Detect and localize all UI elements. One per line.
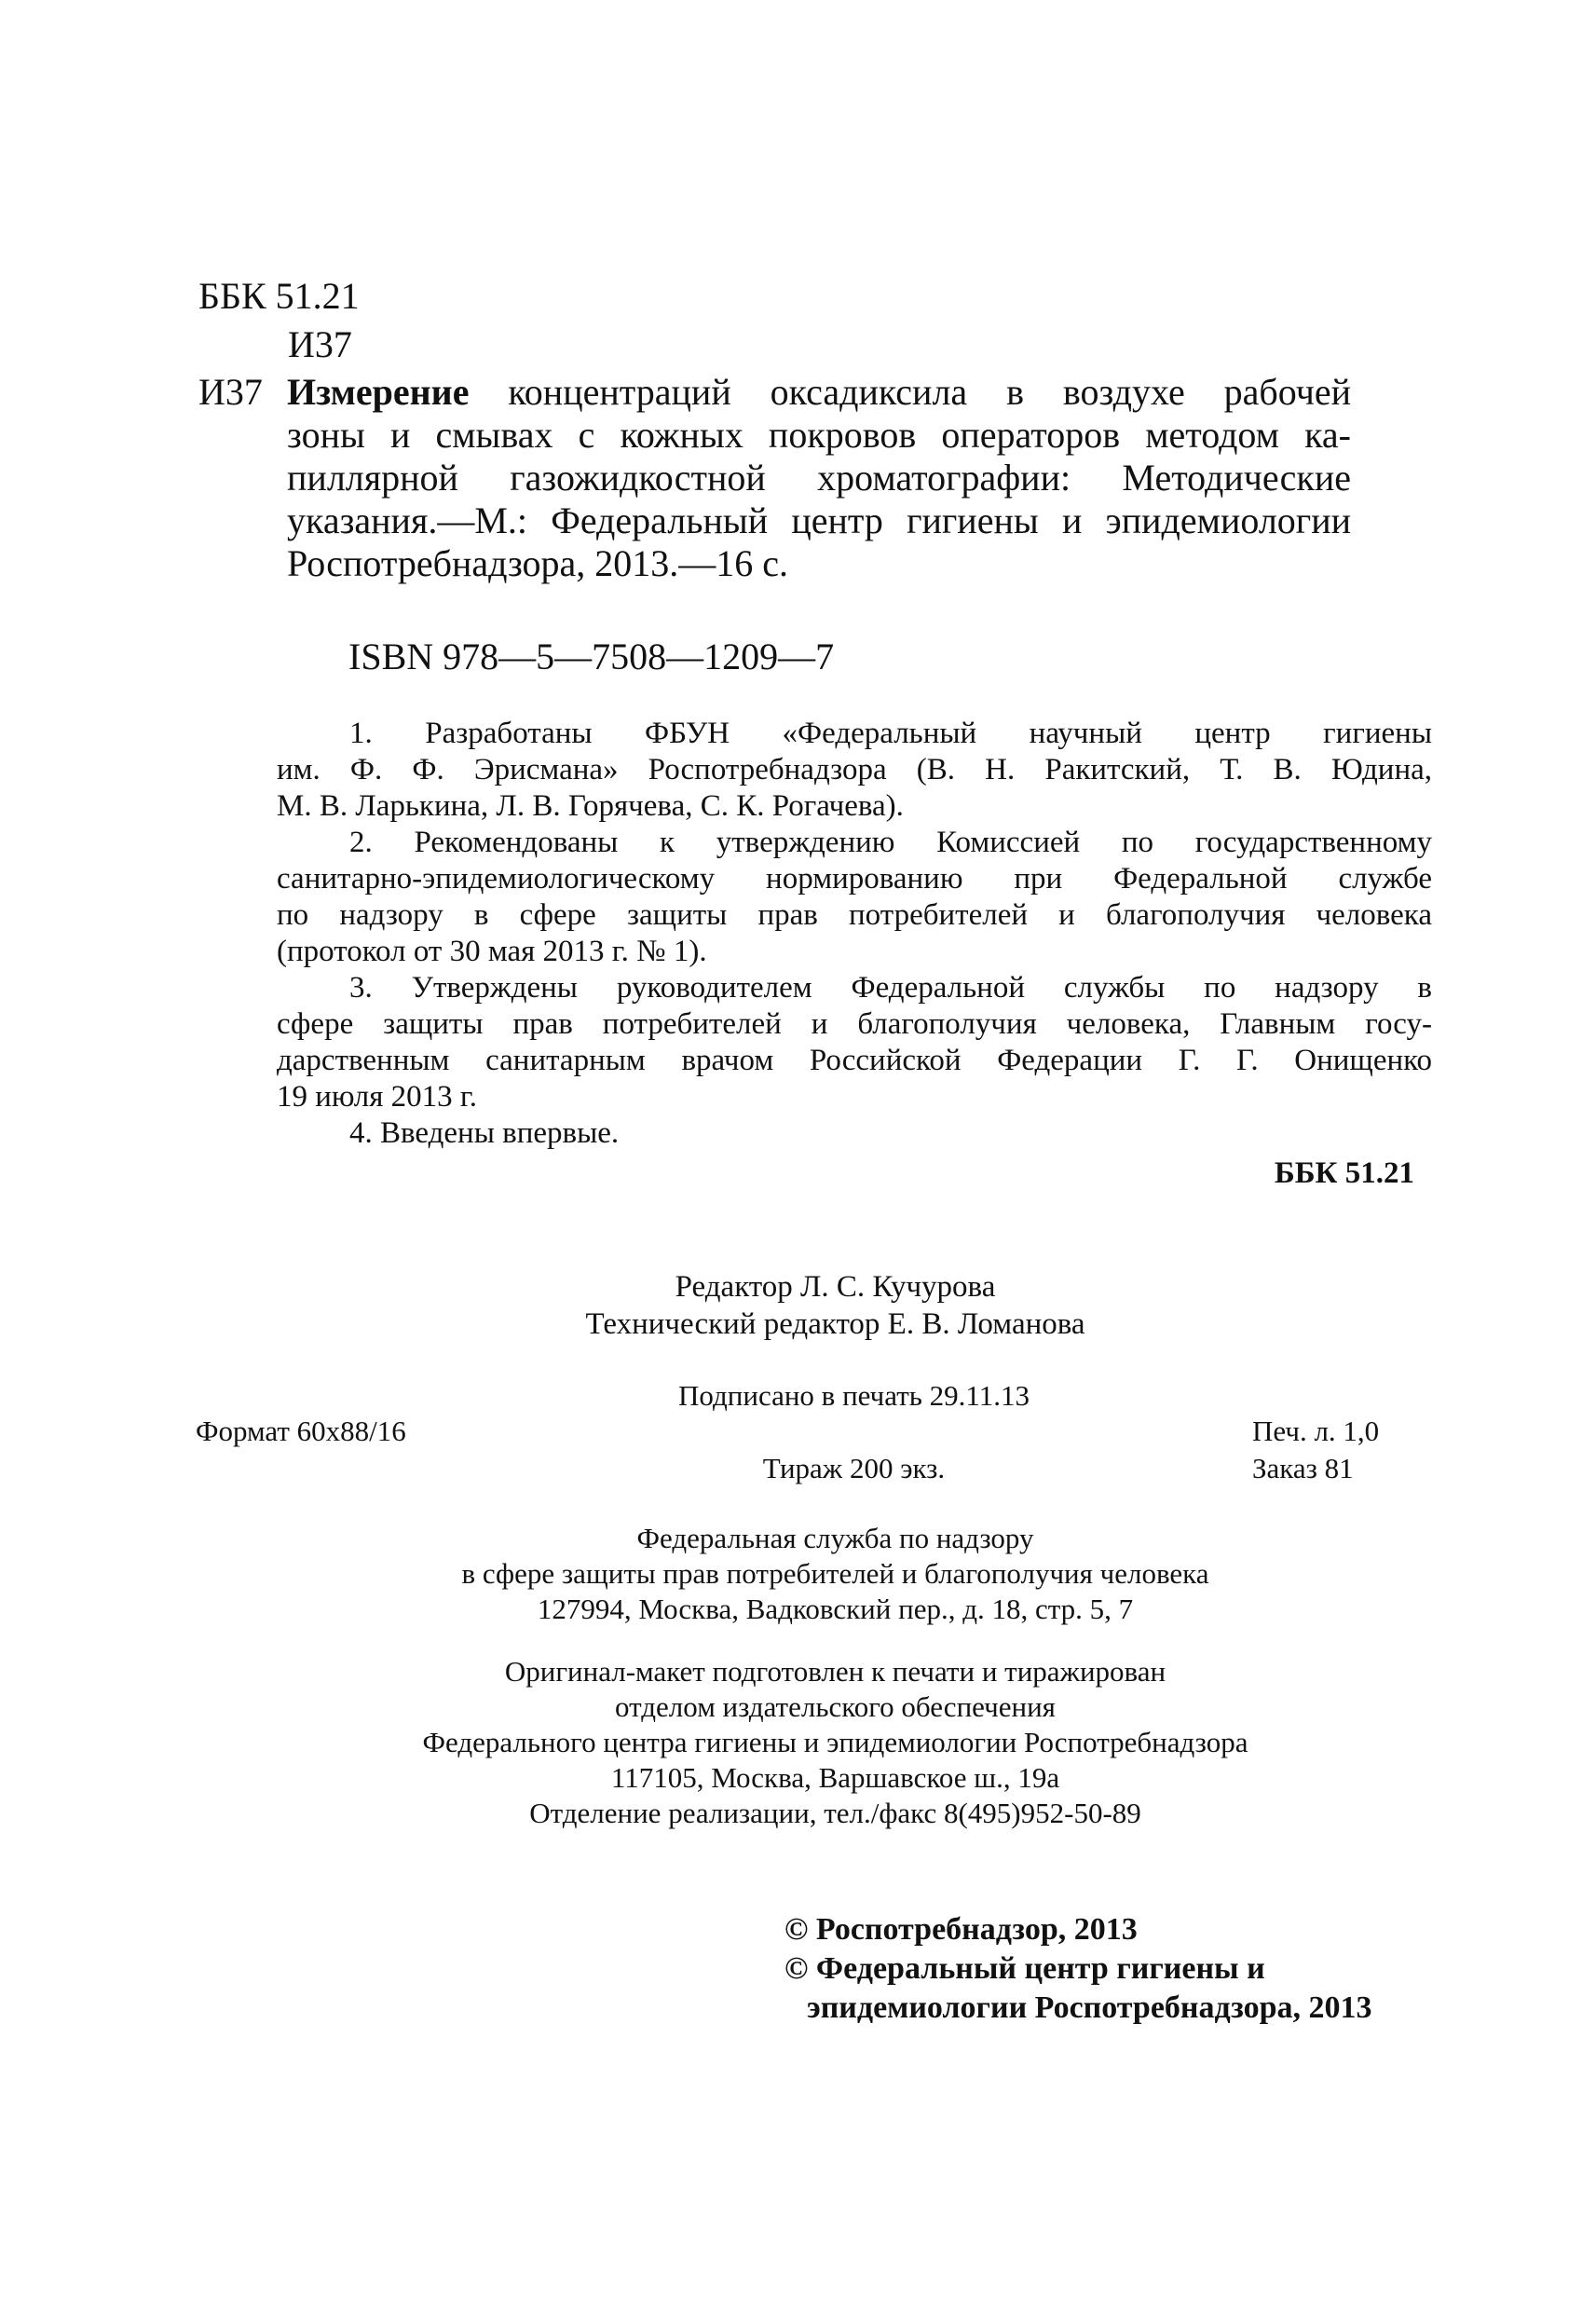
entry-title-line-3: пиллярной газожидкостной хроматографии: Методические xyxy=(287,457,1351,499)
editors-block xyxy=(37,1268,1596,1343)
entry-title-line-4: указания.—М.: Федеральный центр гигиены и эпидемиологии xyxy=(287,499,1351,541)
notes-block xyxy=(277,716,1432,1152)
note-3-line: 19 июля 2013 г. xyxy=(277,1080,477,1114)
original-line: 117105, Москва, Варшавское ш., 19а xyxy=(610,1761,1060,1794)
original-layout-block xyxy=(37,1654,1596,1831)
bibliographic-entry xyxy=(287,371,1351,585)
copyright-block xyxy=(784,1910,1372,2028)
original-line: отделом издательского обеспечения xyxy=(615,1690,1056,1723)
publisher-line: в сфере защиты прав потребителей и благополучия человека xyxy=(461,1557,1209,1590)
note-2-line: (протокол от 30 мая 2013 г. № 1). xyxy=(277,935,707,968)
note-3: 3. Утверждены руководителем Федеральной службы по надзору в xyxy=(349,971,1432,1005)
copyright-line: эпидемиологии Роспотребнадзора, 2013 xyxy=(807,1990,1372,2025)
note-2: 2. Рекомендованы к утверждению Комиссией по государственному xyxy=(349,826,1432,859)
editor: Редактор Л. С. Кучурова xyxy=(675,1270,996,1304)
isbn: ISBN 978—5—7508—1209—7 xyxy=(348,636,835,677)
entry-author-sign: И37 xyxy=(198,371,263,413)
entry-title-bold: Измерение xyxy=(287,371,470,413)
entry-title-line-1: Измерение концентраций оксадиксила в воздухе рабочей xyxy=(287,371,1351,413)
publisher-block xyxy=(37,1521,1596,1627)
note-2-line: санитарно-эпидемиологическому нормированию при Федеральной службе xyxy=(277,862,1432,896)
author-sign: И37 xyxy=(288,323,352,365)
entry-title-line-2: зоны и смывах с кожных покровов операторов методом ка- xyxy=(287,414,1351,456)
order-number: Заказ 81 xyxy=(1252,1452,1354,1484)
print-sheets: Печ. л. 1,0 xyxy=(1252,1415,1380,1447)
note-3-line: сфере защиты прав потребителей и благополучия человека, Главным госу- xyxy=(277,1007,1432,1041)
note-1-line: М. В. Ларькина, Л. В. Горячева, С. К. Рогачева). xyxy=(277,789,904,823)
print-run: Тираж 200 экз. xyxy=(762,1452,946,1484)
original-line: Федерального центра гигиены и эпидемиологии Роспотребнадзора xyxy=(422,1726,1248,1758)
publisher-line: 127994, Москва, Вадковский пер., д. 18, стр. 5, 7 xyxy=(537,1593,1134,1625)
copyright-line: © Роспотребнадзор, 2013 xyxy=(784,1912,1138,1947)
bbk-code: ББК 51.21 xyxy=(198,275,360,317)
publisher-line: Федеральная служба по надзору xyxy=(636,1522,1034,1554)
signed-to-print: Подписано в печать 29.11.13 xyxy=(678,1379,1030,1412)
technical-editor: Технический редактор Е. В. Ломанова xyxy=(585,1307,1085,1341)
paper-format: Формат 60x88/16 xyxy=(196,1415,406,1447)
copyright-line: © Федеральный центр гигиены и xyxy=(784,1951,1265,1986)
note-4: 4. Введены впервые. xyxy=(349,1116,620,1150)
original-line: Отделение реализации, тел./факс 8(495)952-50-89 xyxy=(529,1797,1141,1829)
entry-title-line-5: Роспотребнадзора, 2013.—16 с. xyxy=(287,542,789,584)
note-2-line: по надзору в сфере защиты прав потребителей и благополучия человека xyxy=(277,898,1432,932)
note-3-line: дарственным санитарным врачом Российской Федерации Г. Г. Онищенко xyxy=(277,1044,1432,1077)
bbk-index-top xyxy=(198,272,360,369)
note-1-line: им. Ф. Ф. Эрисмана» Роспотребнадзора (В. Н. Ракитский, Т. В. Юдина, xyxy=(277,753,1432,786)
bbk-index-right: ББК 51.21 xyxy=(1274,1156,1414,1190)
note-1: 1. Разработаны ФБУН «Федеральный научный центр гигиены xyxy=(349,717,1432,750)
original-line: Оригинал-макет подготовлен к печати и тиражирован xyxy=(504,1655,1166,1688)
